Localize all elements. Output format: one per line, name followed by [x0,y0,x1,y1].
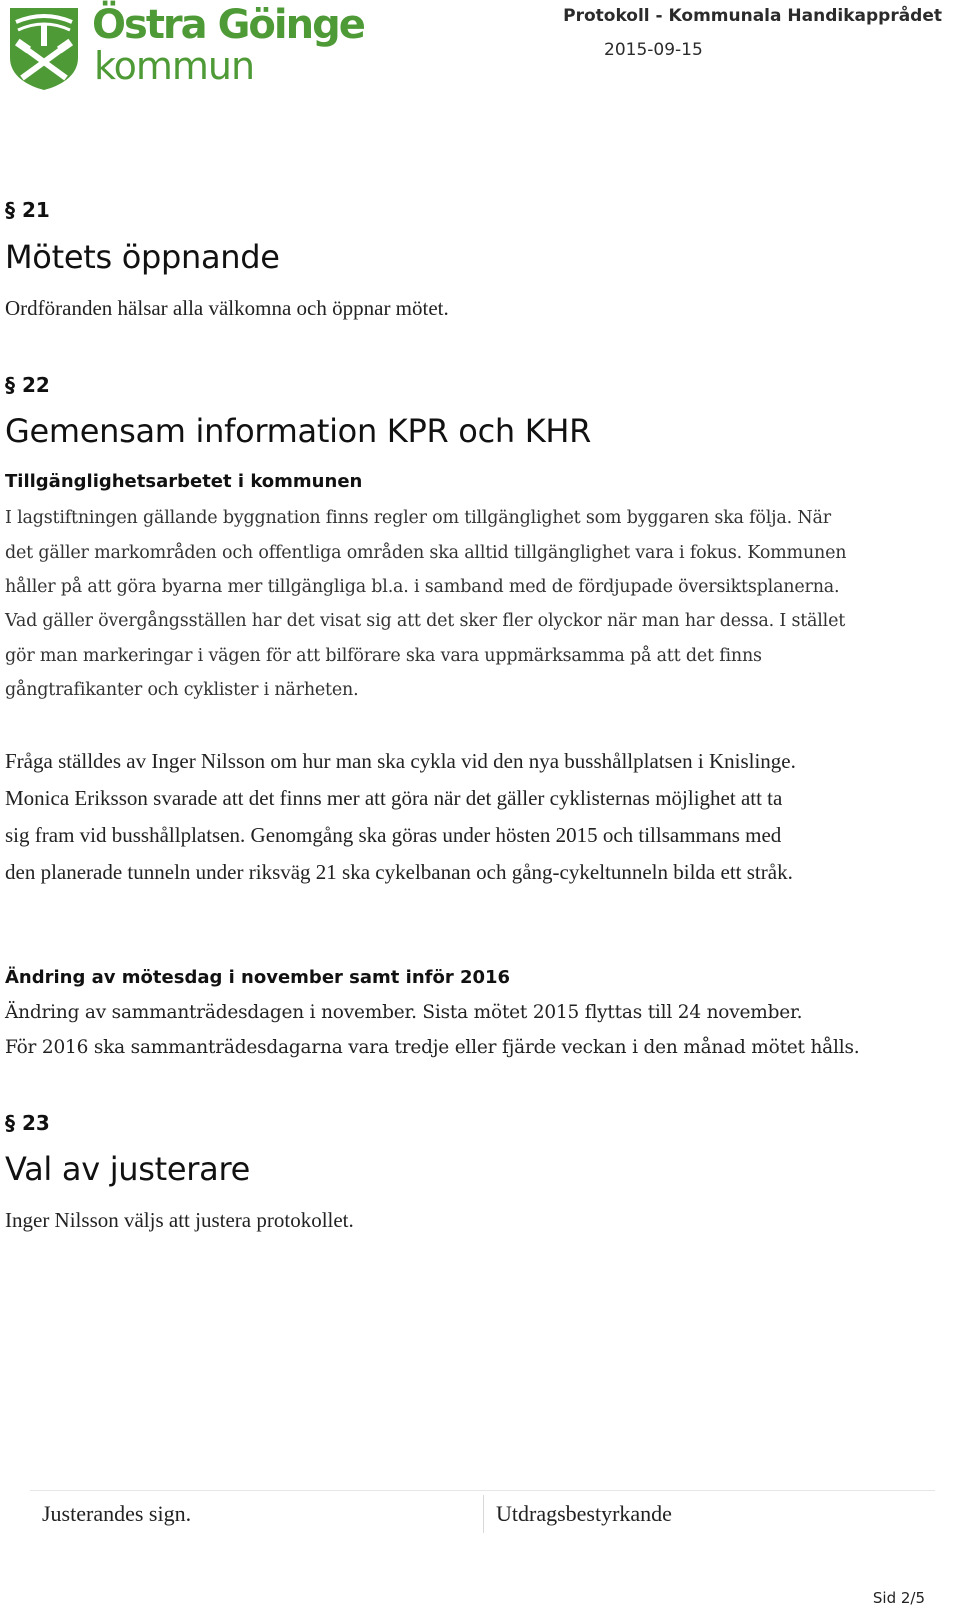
section-22-line: Monica Eriksson svarade att det finns mer att göra när det gäller cyklisternas möjlighet att ta [5,786,783,810]
section-22-line: Vad gäller övergångsställen har det visat sig att det sker fler olyckor när man har dessa. I stället [5,611,846,631]
section-21-number: § 21 [5,198,50,222]
section-22-line: den planerade tunneln under riksväg 21 ska cykelbanan och gång-cykeltunneln bilda ett stråk. [5,860,793,884]
section-22-line: I lagstiftningen gällande byggnation finns regler om tillgänglighet som byggaren ska följa. När [5,508,831,528]
section-23-heading: Val av justerare [5,1150,250,1188]
section-21-heading: Mötets öppnande [5,238,280,276]
section-22-line: det gäller markområden och offentliga områden ska alltid tillgänglighet vara i fokus. Kommunen [5,543,847,563]
section-22-line: Ändring av sammanträdesdagen i november. Sista mötet 2015 flyttas till 24 november. [5,1002,803,1023]
section-21-text: Ordföranden hälsar alla välkomna och öppnar mötet. [5,296,449,320]
logo-emblem-icon [8,6,80,90]
section-23-text: Inger Nilsson väljs att justera protokollet. [5,1208,354,1232]
section-22-subheading-2: Ändring av mötesdag i november samt inför 2016 [5,967,511,988]
section-22-line: sig fram vid busshållplatsen. Genomgång ska göras under hösten 2015 och tillsammans med [5,823,782,847]
section-22-line: gör man markeringar i vägen för att bilförare ska vara uppmärksamma på att det finns [5,646,762,666]
signature-label-right: Utdragsbestyrkande [496,1501,672,1526]
document-date: 2015-09-15 [604,40,703,60]
section-22-line: För 2016 ska sammanträdesdagarna vara tredje eller fjärde veckan i den månad mötet hålls. [5,1037,860,1058]
signature-box [30,1490,935,1531]
section-22-number: § 22 [5,373,50,397]
signature-label-left: Justerandes sign. [42,1501,192,1526]
logo-text-line1: Östra Göinge [92,2,364,48]
section-22-line: håller på att göra byarna mer tillgängliga bl.a. i samband med de fördjupade översiktsplanerna. [5,577,840,597]
page-number: Sid 2/5 [872,1589,925,1607]
section-22-heading: Gemensam information KPR och KHR [5,412,592,450]
section-23-number: § 23 [5,1111,50,1135]
document-title: Protokoll - Kommunala Handikapprådet [563,6,942,26]
section-22-subheading: Tillgänglighetsarbetet i kommunen [5,471,363,492]
section-22-line: Fråga ställdes av Inger Nilsson om hur man ska cykla vid den nya busshållplatsen i Knislinge. [5,749,796,773]
municipality-logo [8,2,364,90]
signature-divider [483,1495,484,1533]
logo-text-line2: kommun [94,44,255,88]
section-22-line: gångtrafikanter och cyklister i närheten. [5,680,359,700]
